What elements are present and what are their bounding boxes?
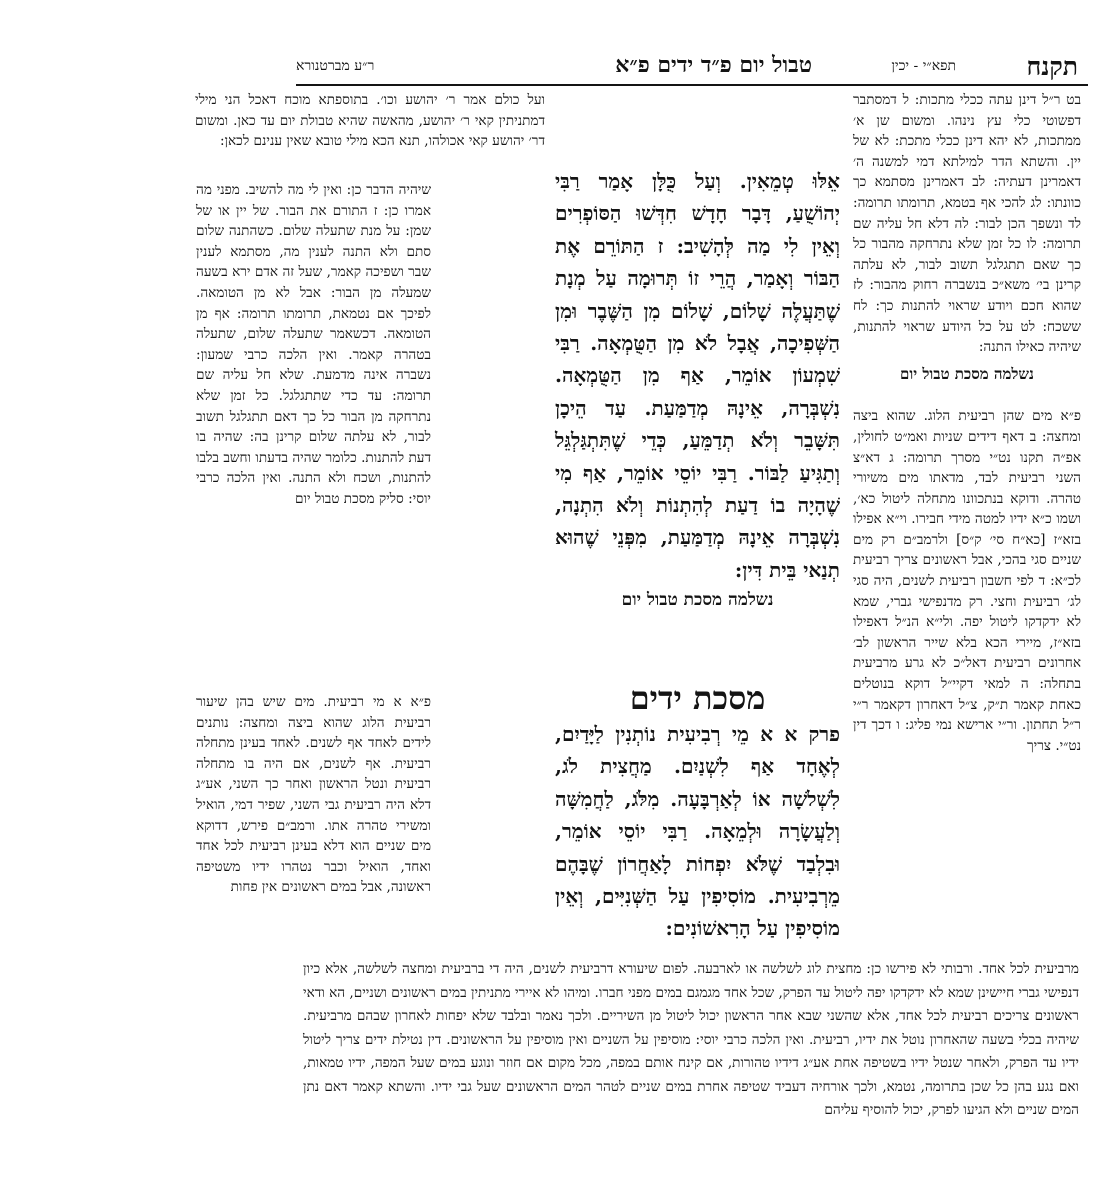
- commentary-notes-tevul-yom: בט ר״ל דינן עתה ככלי מתכות: ל דמסתבר דפשוטי כלי עץ נינהו. ומשום שן א׳ ממתכות, לא יהא דינן ככלי מתכת: לא של יין. והשתא הדר למילתא דמי למשנה ה׳ דאמרינן דעתיה: לב דאמרינן מסתמא כך כוונתו: לג להכי אף בטמא, תרומתו תרומה: לד ונשפך הכן לבור: לה דלא חל עליה שם תרומה: לו כל זמן שלא נתרחקה מהבור כל כך שאם תתגלגל תשוב לבור, לא עלתה קרינן בי׳ משא״כ בנשברה רחוק מהבור: לז שהוא חכם ויודע שראוי להתנות כך: לח ששכח: לט על כל היודע שראוי להתנות, שיהיה כאילו התנה:: [853, 92, 1081, 356]
- mishnah-text-yadayim: פרק א א מֵי רְבִיעִית נוֹתְנִין לַיָּדַיִם, לְאֶחָד אַף לִשְׁנַיִם. מַחֲצִית לֹג, לִשְׁלשָׁה אוֹ לְאַרְבָּעָה. מִלֹּג, לַחֲמִשָּׁה וְלַעֲשָׂרָה וּלְמֵאָה. רַבִּי יוֹסֵי אוֹמֵר, וּבִלְבַד שֶׁלֹּא יִפְחוֹת לָאַחֲרוֹן שֶׁבָּהֶם מֵרְבִיעִית. מוֹסִיפִין עַל הַשְּׁנִיִּים, וְאֵין מוֹסִיפִין עַל הָרִאשׁוֹנִים:: [555, 722, 840, 941]
- right-commentary-column: [853, 90, 1081, 762]
- tractate-end-line: נשלמה מסכת טבול יום: [900, 364, 1034, 383]
- mishnah-text: אֵלּוּ טְמֵאִין. וְעַל כֻּלָּן אָמַר רַבִּי יְהוֹשֻׁעַ, דָּבָר חָדָשׁ חִדְּשׁוּ הַסּוֹפְרִים וְאֵין לִי מַה לְּהָשִׁיב: ז הַתּוֹרֵם אֶת הַבּוֹר וְאָמַר, הֲרֵי זוֹ תְּרוּמָה עַל מְנָת שֶׁתַּעֲלֶה שָׁלוֹם, שָׁלוֹם מִן הַשֶּׁבֶר וּמִן הַשְּׁפִיכָה, אֲבָל לֹא מִן הַטֻּמְאָה. רַבִּי שִׁמְעוֹן אוֹמֵר, אַף מִן הַטֻּמְאָה. נִשְׁבְּרָה, אֵינָהּ מְדַמַּעַת. עַד הֵיכָן תִּשָּׁבֵר וְלֹא תְדַמֵּעַ, כְּדֵי שֶׁתִּתְגַּלְגֵּל וְתַגִּיעַ לַבּוֹר. רַבִּי יוֹסֵי אוֹמֵר, אַף מִי שֶׁהָיָה בוֹ דַעַת לְהִתְנוֹת וְלֹא הִתְנָה, נִשְׁבְּרָה אֵינָהּ מְדַמַּעַת, מִפְּנֵי שֶׁהוּא תְנַאי בֵּית דִּין:: [555, 169, 840, 582]
- mishnah-text-block-2: [555, 718, 840, 945]
- commentary-author: ר״ע מברטנורא: [296, 58, 375, 74]
- bottom-commentary: [303, 958, 1079, 1123]
- bartenura-yadayim: פ״א א מי רביעית. מים שיש בהן שיעור רביעית הלוג שהוא ביצה ומחצה: נותנים לידים לאחד אף לשנים. לאחד בעינן מתחלה רביעית. אף לשנים, אם היה בו מתחלה רביעית ונטל הראשון ואחר כך השני, אע״ג דלא היה רביעית גבי השני, שפיר דמי, הואיל ומשירי טהרה אתו. ורמב״ם פירש, דדוקא מים שניים הוא דלא בעינן רביעית לכל אחד ואחד, הואיל וכבר נטהרו ידיו משטיפה ראשונה, אבל במים ראשונים אין פחות: [196, 694, 431, 896]
- page-number: תקנח: [1026, 52, 1078, 81]
- left-commentary-column-yadayim: [196, 692, 431, 904]
- bartenura-intro: ועל כולם אמר ר׳ יהושע וכו׳. בתוספתא מוכח דאכל הני מילי דמתניתין קאי ר׳ יהושע, מהאשה שהיא טבולת יום עד כאן. ומשום דר׳ יהושע קאי אכולהו, תנא הכא מילי טובא שאין ענינם לכאן:: [195, 92, 545, 150]
- bottom-commentary-text: מרביעית לכל אחד. ורבותי לא פירשו כן: מחצית לוג לשלשה או לארבעה. לפום שיעורא דרביעית לשנים, היה די ברביעית ומחצה לשלשה, אלא כיון דנפישי גברי חיישינן שמא לא ידקדקו יפה ליטול עד הפרק, שכל אחד מגמגם במים מפני חברו. ומיהו לא איירי מתניתין במים ראשונים ושניים, הא ודאי ראשונים צריכים רביעית לכל אחד, אלא שהשני שבא אחר הראשון יכול ליטול מן השיריים. ולכך נאמר ובלבד שלא יפחות לאחרון שבהם מרביעית. שיהיה בכלי בשעה שהאחרון נוטל את ידיו, רביעית. ואין הלכה כרבי יוסי: מוסיפין על השניים ואין מוסיפין על הראשונים. דין נטילת ידים צריך ליטול ידיו עד הפרק, ולאחר שנטל ידיו בשטיפה אחת אע״ג דידיו טהורות, אם קינח אותם במפה, מכל מקום אם חוזר ונוגע במים שעל המפה, ידיו טמאות, ואם נגע בהן כל שכן בתרומה, נטמא, ולכך אורחיה דעביד שטיפה אחרת במים שניים לטהר המים הראשונים שעל גבי ידיו. והשתא קאמר דאם נתן המים שניים ולא הגיעו לפרק, יכול להוסיף עליהם: [303, 961, 1079, 1118]
- page-header: [296, 44, 1088, 86]
- left-commentary-column: [196, 180, 431, 516]
- commentary-notes-yadayim: פ״א מים שהן רביעית הלוג. שהוא ביצה ומחצה: ב דאף דידים שניות ואמ״ט לחולין, אפ״ה תקנו נט״י מסרך תרומה: ג דא״צ השני רביעית לבד, מדאתו מים משיורי טהרה. ודוקא בנתכוונו מתחלה ליטול כא׳, ושמו כ״א ידיו למטה מידי חבירו. וי״א אפילו בזא״ז [כא״ח סי׳ ק״ס] ולרמב״ם רק מים שניים סגי בהכי, אבל ראשונים צריך רביעית לכ״א: ד לפי חשבון רביעית לשנים, היה סגי לג׳ רביעית וחצי. רק מדנפישי גברי, שמא לא ידקדקו ליטול יפה. ולי״א הנ״ל דאפילו בזא״ז, מיירי הכא בלא שייר הראשון לב׳ אחרונים רביעית דאל״כ לא גרע מרביעית בתחלה: ה למאי דקיי״ל דוקא בנוטלים כאחת קאמר ת״ק, צ״ל דאחרון דקאמר ר״י ר״ל תחתון. ור״י ארישא נמי פליג: ו דכך דין נט״י. צריך: [853, 408, 1081, 754]
- running-title: טבול יום פ״ד ידים פ״א: [615, 52, 812, 78]
- tractate-title: מסכת ידים: [629, 679, 766, 717]
- mishnah-text-block-1: [555, 165, 840, 614]
- tractate-end-line-main: נשלמה מסכת טבול יום: [621, 590, 774, 611]
- tractate-heading: [555, 678, 840, 718]
- commentary-marker: תפא״י - יכין: [891, 58, 956, 74]
- bartenura-tevul-yom: שיהיה הדבר כן: ואין לי מה להשיב. מפני מה אמרו כן: ז התורם את הבור. של יין או של שמן: על מנת שתעלה שלום. כשהתנה שלום סתם ולא התנה לענין מה, מסתמא לענין שבר ושפיכה קאמר, שעל זה אדם ירא בשעה שמעלה מן הבור: אבל לא מן הטומאה. לפיכך אם נטמאת, תרומתו תרומה: אף מן הטומאה. דכשאמר שתעלה שלום, שתעלה בטהרה קאמר. ואין הלכה כרבי שמעון: נשברה אינה מדמעת. שלא חל עליה שם תרומה: עד כדי שתתגלגל. כל זמן שלא נתרחקה מן הבור כל כך דאם תתגלגל תשוב לבור, לא עלתה שלום קרינן בה: שהיה בו דעת להתנות. כלומר שהיה בדעתו וחשב בלבו להתנות, ושכח ולא התנה. ואין הלכה כרבי יוסי: סליק מסכת טבול יום: [196, 182, 431, 507]
